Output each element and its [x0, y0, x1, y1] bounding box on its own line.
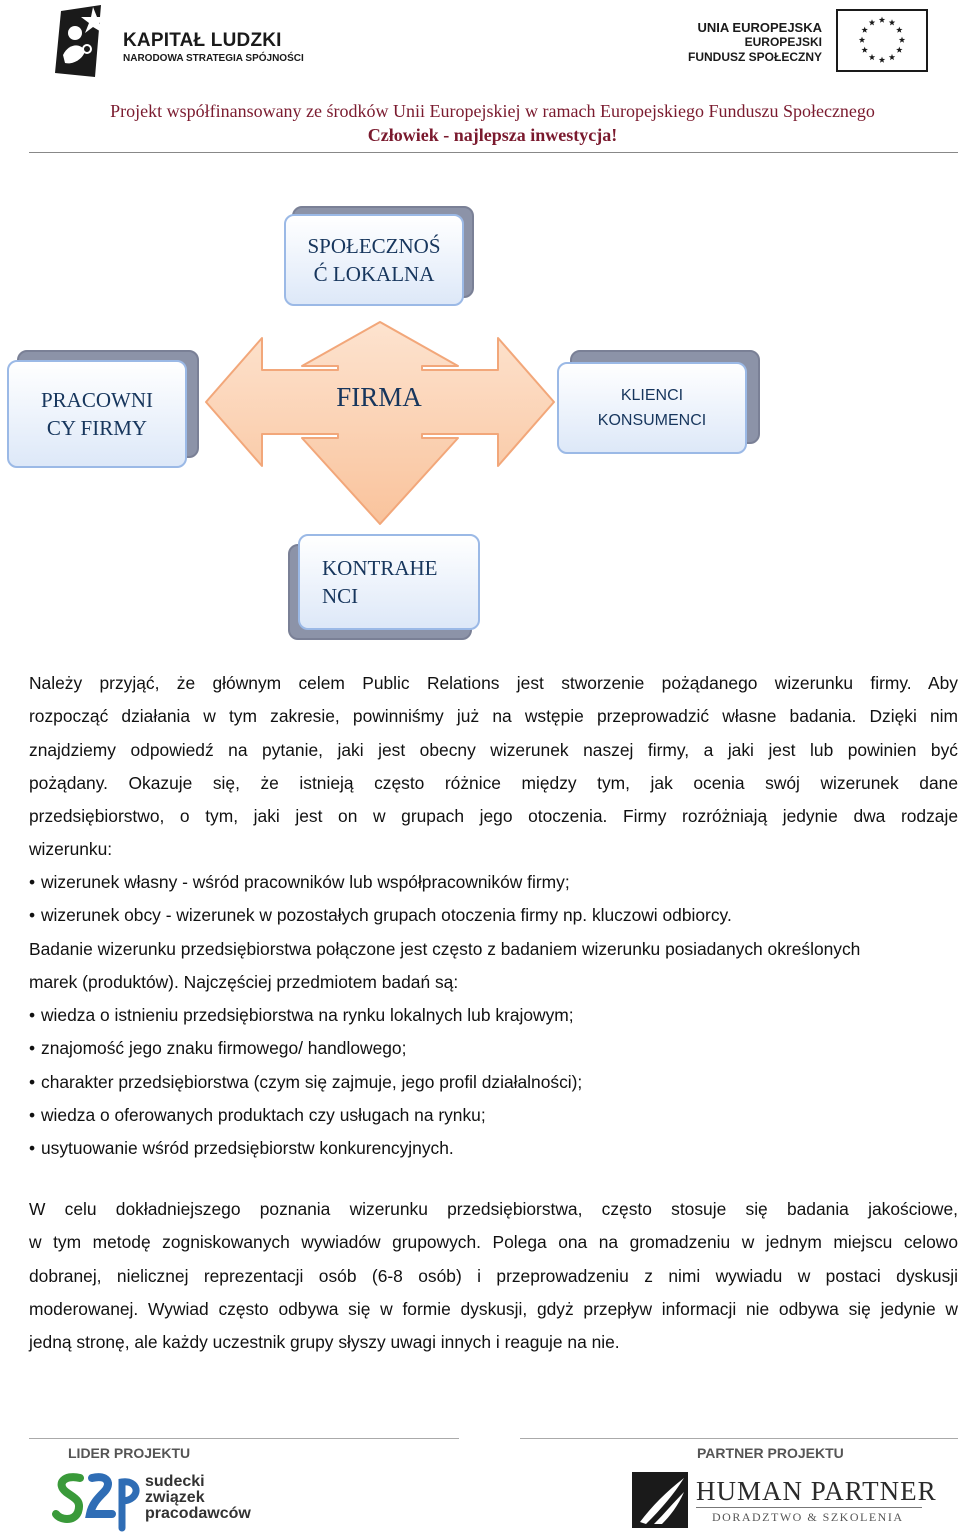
paragraph-2-line: marek (produktów). Najczęściej przedmiotem badań są:: [29, 972, 459, 993]
box-pracownicy-firmy: [7, 360, 187, 468]
kapital-ludzki-subtitle: NARODOWA STRATEGIA SPÓJNOŚCI: [123, 53, 304, 64]
human-partner-logo-icon: [632, 1472, 688, 1528]
paragraph-3-line: moderowanej. Wywiad często odbywa się w formie dyskusji, gdyż przepływ informacji nie odbywa się jedynie w: [29, 1298, 958, 1319]
list-item: • wiedza o oferowanych produktach czy usługach na rynku;: [29, 1099, 958, 1132]
kapital-ludzki-logo: [53, 3, 119, 81]
human-partner-name: HUMAN PARTNER: [696, 1476, 937, 1506]
paragraph-2: [29, 933, 958, 1000]
partner-label: PARTNER PROJEKTU: [697, 1445, 844, 1461]
leader-label: LIDER PROJEKTU: [68, 1445, 191, 1461]
header-divider: [29, 152, 958, 153]
paragraph-2-line: Badanie wizerunku przedsiębiorstwa połączone jest często z badaniem wizerunku posiadanych określonych: [29, 939, 861, 959]
human-partner-subtitle: DORADZTWO & SZKOLENIA: [712, 1510, 904, 1524]
paragraph-1-line: znajdziemy odpowiedź na pytanie, jaki jest obecny wizerunek naszej firmy, a jaki jest lub powinien być: [29, 739, 958, 760]
paragraph-1-line: Należy przyjąć, że głównym celem Public Relations jest stworzenie pożądanego wizerunku firmy. Aby: [29, 673, 958, 693]
center-label-firma: FIRMA: [336, 382, 422, 412]
paragraph-1-line: przedsiębiorstwo, o tym, jaki jest on w grupach jego otoczenia. Firmy rozróżniają jedynie dwa rodzaje: [29, 806, 958, 827]
szp-logo-icon: [52, 1470, 142, 1532]
project-cofinancing-line: Projekt współfinansowany ze środków Unii Europejskiej w ramach Europejskiego Funduszu Społecznego: [110, 101, 875, 121]
szp-line-2: związek: [145, 1489, 205, 1506]
footer-divider-left: [29, 1438, 459, 1439]
box-klienci-konsumenci: [557, 362, 747, 454]
list-item: • charakter przedsiębiorstwa (czym się zajmuje, jego profil działalności);: [29, 1066, 958, 1099]
eu-line-3: FUNDUSZ SPOŁECZNY: [687, 50, 822, 64]
paragraph-1-line: rozpocząć działania w tym zakresie, powinniśmy już na wstępie przeprowadzić własne badania. Dzięki nim: [29, 706, 958, 727]
eu-flag-icon: [836, 9, 928, 72]
box-kontrahenci: [298, 534, 480, 630]
szp-line-3: pracodawców: [145, 1505, 251, 1522]
list-item: • znajomość jego znaku firmowego/ handlowego;: [29, 1032, 958, 1065]
paragraph-1: [29, 667, 958, 867]
paragraph-3-line: jedną stronę, ale każdy uczestnik grupy słyszy uwagi innych i reaguje na nie.: [29, 1332, 620, 1353]
project-slogan: Człowiek - najlepsza inwestycja!: [367, 125, 618, 145]
bullet-list-1: [29, 866, 958, 933]
paragraph-3-line: w tym metodę zogniskowanych wywiadów grupowych. Polega ona na gromadzeniu w jednym miejscu celowo: [29, 1232, 958, 1253]
paragraph-3-line: W celu dokładniejszego poznania wizerunku przedsiębiorstwa, często stosuje się badania jakościowe,: [29, 1199, 958, 1219]
footer-divider-right: [520, 1438, 958, 1439]
four-way-arrow: [200, 318, 560, 528]
human-partner-divider: [696, 1507, 922, 1508]
list-item: • usytuowanie wśród przedsiębiorstw konkurencyjnych.: [29, 1132, 958, 1165]
paragraph-3: [29, 1193, 958, 1359]
box-pracownicy-firmy-label: PRACOWNI CY FIRMY: [40, 388, 153, 440]
paragraph-1-line: wizerunku:: [29, 839, 113, 860]
list-item: • wiedza o istnieniu przedsiębiorstwa na rynku lokalnych lub krajowym;: [29, 999, 958, 1032]
box-spolecznosc-lokalna-label: SPOŁECZNOŚ Ć LOKALNA: [307, 234, 441, 286]
box-klienci-konsumenci-label: KLIENCI KONSUMENCI: [597, 387, 707, 429]
bullet-list-2: [29, 999, 958, 1165]
eu-line-2: EUROPEJSKI: [744, 35, 822, 49]
box-spolecznosc-lokalna: [284, 214, 464, 306]
list-item: • wizerunek własny - wśród pracowników lub współpracowników firmy;: [29, 866, 958, 899]
box-kontrahenci-label: KONTRAHE NCI: [322, 556, 438, 608]
paragraph-3-line: dobranej, nielicznej reprezentacji osób (6-8 osób) i przeprowadzeniu z nimi wywiadu w postaci dyskusji: [29, 1265, 958, 1286]
kapital-ludzki-title: KAPITAŁ LUDZKI: [123, 30, 282, 51]
list-item: • wizerunek obcy - wizerunek w pozostałych grupach otoczenia firmy np. kluczowi odbiorcy.: [29, 899, 958, 932]
paragraph-1-line: pożądany. Okazuje się, że istnieją często różnice między tym, jak ocenia swój wizerunek dane: [29, 772, 958, 793]
eu-line-1: UNIA EUROPEJSKA: [697, 20, 822, 35]
szp-line-1: sudecki: [145, 1473, 205, 1490]
